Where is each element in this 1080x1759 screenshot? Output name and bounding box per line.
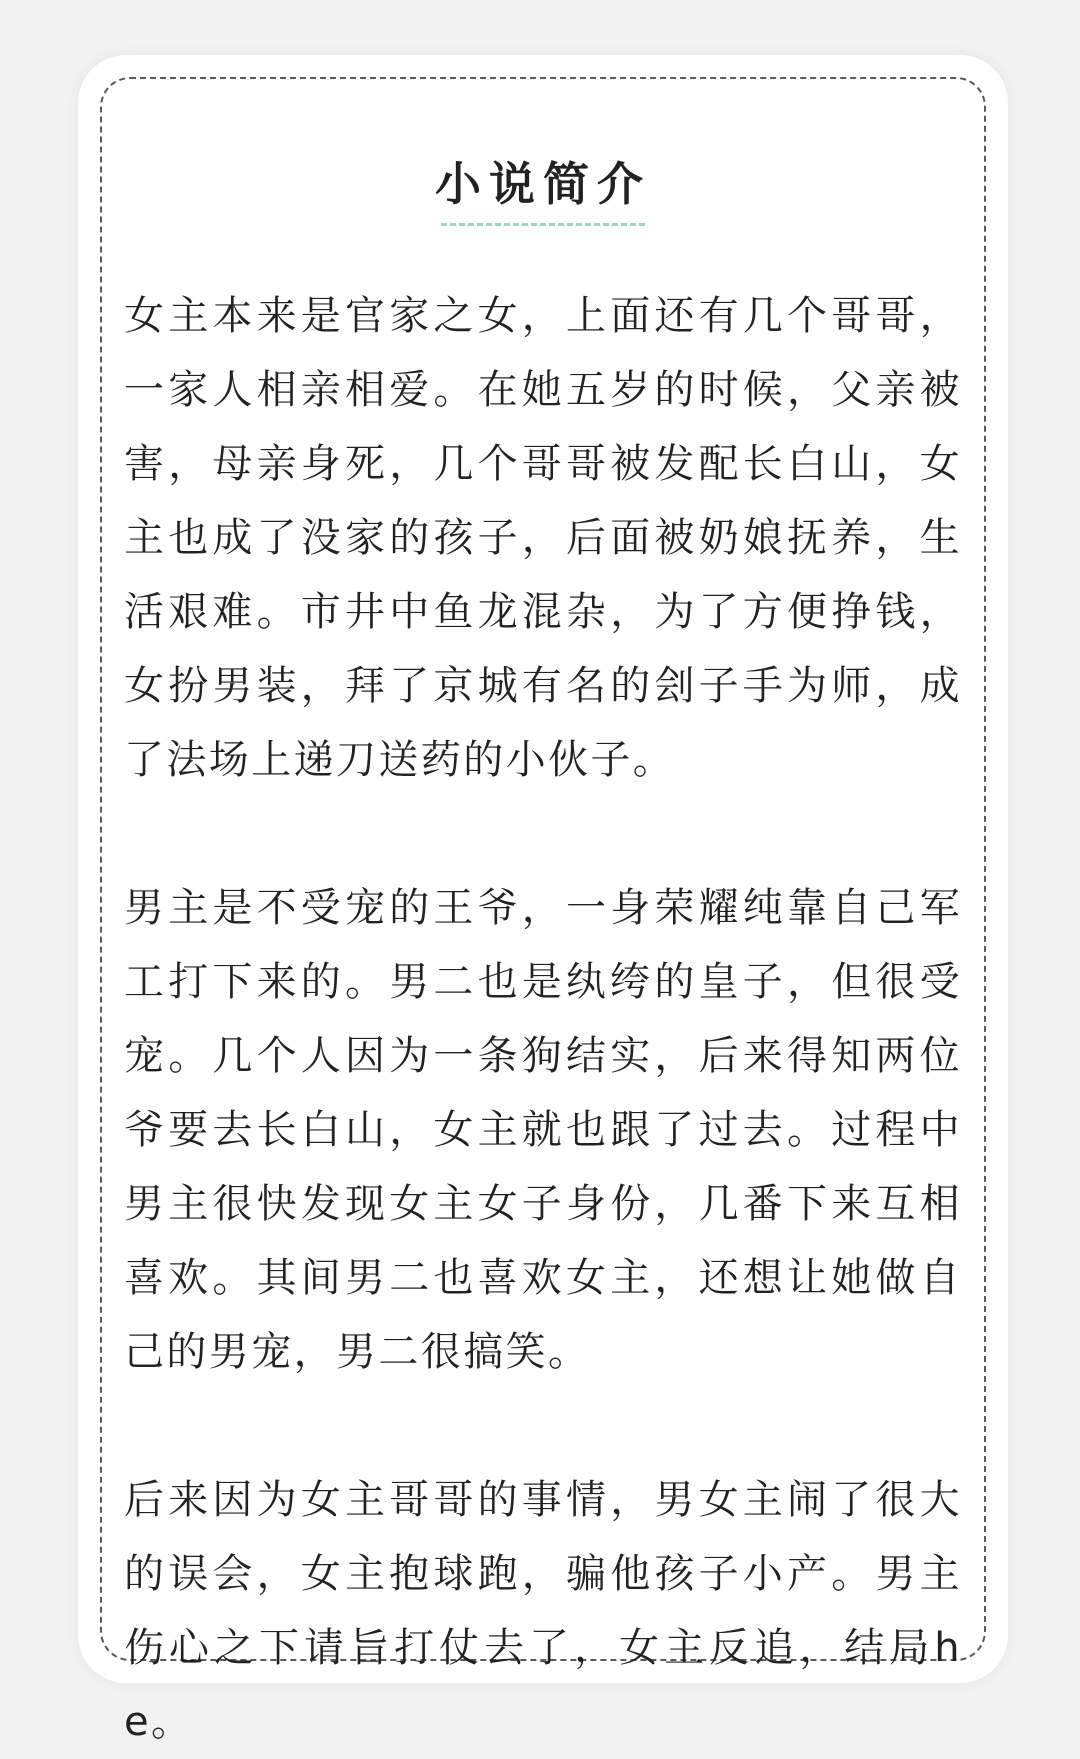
- title-underline: [441, 223, 645, 226]
- paragraph-3: 后来因为女主哥哥的事情，男女主闹了很大的误会，女主抱球跑，骗他孩子小产。男主伤心之下请旨打仗去了，女主反追，结局he。: [124, 1477, 962, 1745]
- intro-content: [124, 279, 962, 1759]
- intro-card: [78, 55, 1008, 1745]
- paragraph-1: 女主本来是官家之女，上面还有几个哥哥，一家人相亲相爱。在她五岁的时候，父亲被害，母亲身死，几个哥哥被发配长白山，女主也成了没家的孩子，后面被奶娘抚养，生活艰难。市井中鱼龙混杂，为了方便挣钱，女扮男装，拜了京城有名的刽子手为师，成了法场上递刀送药的小伙子。: [124, 293, 962, 783]
- paragraph-2: 男主是不受宠的王爷，一身荣耀纯靠自己军工打下来的。男二也是纨绔的皇子，但很受宠。几个人因为一条狗结实，后来得知两位爷要去长白山，女主就也跟了过去。过程中男主很快发现女主女子身份，几番下来互相喜欢。其间男二也喜欢女主，还想让她做自己的男宠，男二很搞笑。: [124, 885, 962, 1375]
- dashed-frame: [100, 77, 986, 1745]
- card-title: 小说简介: [435, 157, 651, 211]
